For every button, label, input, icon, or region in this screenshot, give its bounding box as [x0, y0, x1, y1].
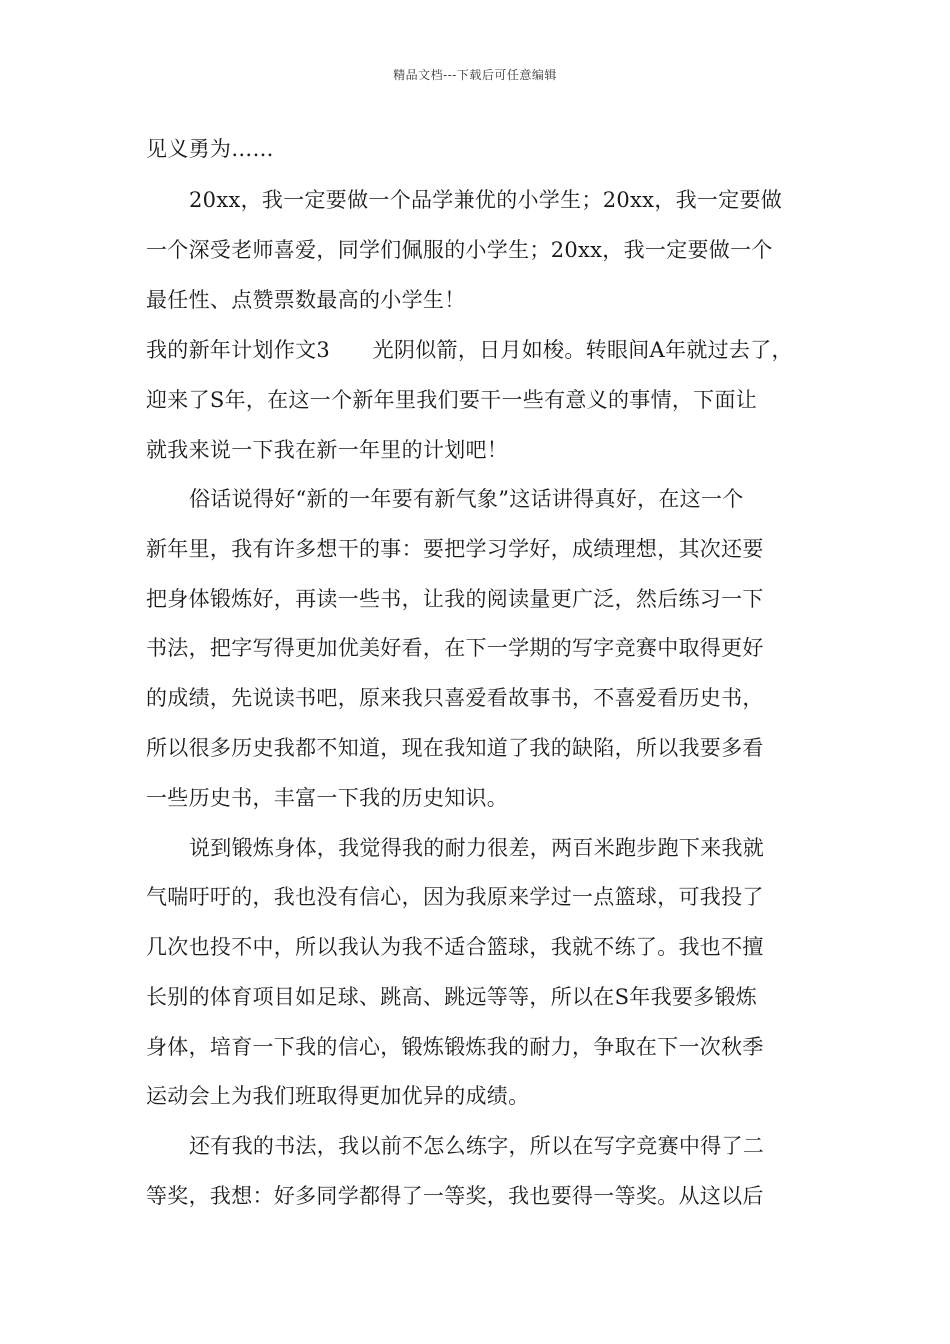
text-line: 的成绩，先说读书吧，原来我只喜爱看故事书，不喜爱看历史书，	[146, 686, 764, 710]
text-line: 还有我的书法，我以前不怎么练字，所以在写字竞赛中得了二	[189, 1134, 765, 1158]
text-line: 迎来了S年，在这一个新年里我们要干一些有意义的事情，下面让	[146, 388, 758, 412]
text-line: 新年里，我有许多想干的事：要把学习学好，成绩理想，其次还要	[146, 537, 764, 561]
text-line: 把身体锻炼好，再读一些书，让我的阅读量更广泛，然后练习一下	[146, 587, 764, 611]
text-line: 几次也投不中，所以我认为我不适合篮球，我就不练了。我也不擅	[146, 935, 764, 959]
text-line: 等奖，我想：好多同学都得了一等奖，我也要得一等奖。从这以后	[146, 1184, 764, 1208]
text-line: 20xx，我一定要做一个品学兼优的小学生；20xx，我一定要做	[189, 188, 783, 212]
text-line: 一些历史书，丰富一下我的历史知识。	[146, 786, 509, 810]
page-header: 精品文档---下载后可任意编辑	[393, 68, 557, 82]
text-line: 俗话说得好“新的一年要有新气象”这话讲得真好，在这一个	[189, 487, 744, 511]
text-line: 说到锻炼身体，我觉得我的耐力很差，两百米跑步跑下来我就	[189, 836, 765, 860]
text-line: 所以很多历史我都不知道，现在我知道了我的缺陷，所以我要多看	[146, 736, 764, 760]
text-line: 就我来说一下我在新一年里的计划吧！	[146, 438, 509, 462]
text-line: 运动会上为我们班取得更加优异的成绩。	[146, 1084, 530, 1108]
text-line: 长别的体育项目如足球、跳高、跳远等等，所以在S年我要多锻炼	[146, 985, 758, 1009]
text-line: 身体，培育一下我的信心，锻炼锻炼我的耐力，争取在下一次秋季	[146, 1035, 764, 1059]
text-line: 我的新年计划作文3 光阴似箭，日月如梭。转眼间A年就过去了，	[146, 338, 793, 362]
text-line: 书法，把字写得更加优美好看，在下一学期的写字竞赛中取得更好	[146, 636, 764, 660]
text-line: 最任性、点赞票数最高的小学生！	[146, 288, 466, 312]
text-line: 气喘吁吁的，我也没有信心，因为我原来学过一点篮球，可我投了	[146, 885, 764, 909]
text-line: 一个深受老师喜爱，同学们佩服的小学生；20xx，我一定要做一个	[146, 238, 773, 262]
text-line: 见义勇为……	[146, 137, 274, 161]
